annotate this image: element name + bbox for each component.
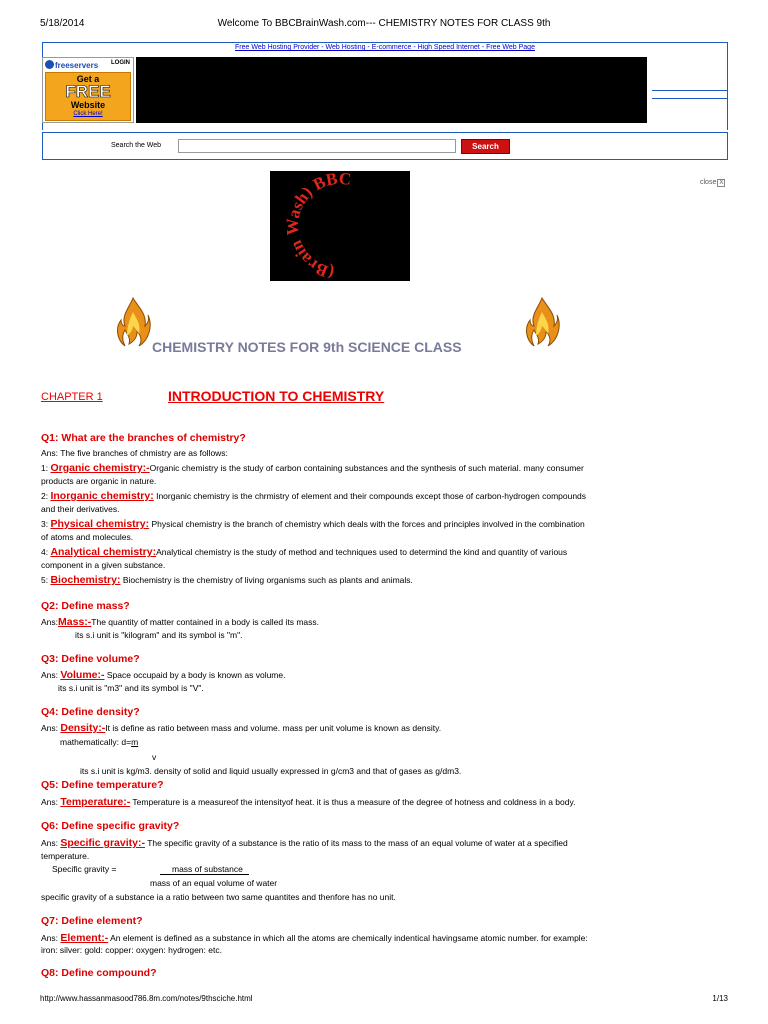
answer-text: Ans: Element:- An element is defined as a substance in which all the atoms are chemically indentical havingsame atomic number. for example:	[41, 932, 588, 944]
keyword: Density:-	[60, 722, 106, 734]
ad-banner[interactable]	[136, 57, 647, 123]
flame-icon	[524, 296, 560, 350]
question-heading: Q5: Define temperature?	[41, 779, 164, 791]
search-button[interactable]: Search	[461, 139, 510, 154]
close-button[interactable]	[700, 179, 725, 187]
chapter-title: INTRODUCTION TO CHEMISTRY	[168, 388, 385, 404]
keyword: Analytical chemistry:	[50, 546, 157, 558]
answer-text: Ans: Specific gravity:- The specific gravity of a substance is the ratio of its mass to the mass of an equal volume of water at a specified	[41, 837, 568, 849]
question-heading: Q1: What are the branches of chemistry?	[41, 432, 246, 444]
question-heading: Q6: Define specific gravity?	[41, 820, 180, 832]
ad-border	[727, 42, 728, 130]
branch-item: 5: Biochemistry: Biochemistry is the chemistry of living organisms such as plants and animals.	[41, 574, 413, 586]
answer-text: Ans: Volume:- Space occupaid by a body is known as volume.	[41, 669, 286, 681]
promo-click-link[interactable]: Click Here!	[73, 111, 103, 117]
keyword: Organic chemistry:-	[50, 462, 150, 474]
answer-text: its s.i unit is kg/m3. density of solid and liquid usually expressed in g/cm3 and that of gases as g/dm3.	[80, 766, 462, 776]
formula-denominator: v	[152, 752, 157, 762]
branch-item: 1: Organic chemistry:-Organic chemistry is the study of carbon containing substances and the synthesis of such material. many consumer	[41, 462, 584, 474]
answer-text: Ans: The five branches of chmistry are as follows:	[41, 448, 228, 458]
search-label: Search the Web	[111, 142, 162, 149]
answer-text: iron: silver: gold: copper: oxygen: hydrogen: etc.	[41, 945, 222, 955]
divider	[652, 98, 728, 99]
promo-website: Website	[70, 100, 106, 110]
answer-text: its s.i unit is "kilogram" and its symbol is "m".	[75, 630, 243, 640]
search-bar	[42, 132, 728, 160]
formula-numerator: mass of substance	[160, 864, 249, 875]
branch-item-cont: component in a given substance.	[41, 560, 166, 570]
ad-links[interactable]: Free Web Hosting Provider - Web Hosting - E-commerce - High Speed Internet - Free Web Page	[235, 44, 535, 51]
keyword: Element:-	[60, 932, 109, 944]
question-heading: Q8: Define compound?	[41, 967, 157, 979]
branch-item: 3: Physical chemistry: Physical chemistry is the branch of chemistry which deals with the forces and principles involved in the combination	[41, 518, 585, 530]
keyword: Physical chemistry:	[50, 518, 150, 530]
logo-text: (Brain Wash) BBC	[282, 171, 353, 281]
brainwash-logo-art	[270, 171, 410, 281]
promo-free: FREE	[65, 82, 111, 101]
branch-item-cont: products are organic in nature.	[41, 476, 157, 486]
keyword: Inorganic chemistry:	[50, 490, 154, 502]
close-icon[interactable]: X	[719, 180, 724, 186]
branch-item: 4: Analytical chemistry:Analytical chemistry is the study of method and techniques used to determind the kind and quantity of various	[41, 546, 568, 558]
page-number: 1/13	[712, 994, 728, 1003]
formula-denominator: mass of an equal volume of water	[150, 878, 278, 888]
chapter-label: CHAPTER 1	[41, 391, 103, 403]
question-heading: Q4: Define density?	[41, 706, 140, 718]
question-heading: Q7: Define element?	[41, 915, 143, 927]
keyword: Mass:-	[58, 616, 92, 628]
print-date: 5/18/2014	[40, 18, 85, 29]
svg-text:(Brain Wash) BBC	[283, 171, 352, 281]
free-website-promo[interactable]	[45, 72, 131, 121]
freeservers-logo: freeservers	[45, 60, 98, 70]
formula-label: Specific gravity =	[52, 864, 117, 874]
divider	[652, 90, 728, 91]
brainwash-logo	[270, 171, 410, 281]
answer-text: Ans:Mass:-The quantity of matter contained in a body is called its mass.	[41, 616, 320, 628]
search-input[interactable]	[178, 139, 456, 153]
keyword: Temperature:-	[60, 796, 131, 808]
branch-item: 2: Inorganic chemistry: Inorganic chemistry is the chrmistry of element and their compounds except those of carbon-hydrogen compounds	[41, 490, 587, 502]
page-title: CHEMISTRY NOTES FOR 9th SCIENCE CLASS	[152, 339, 462, 355]
branch-item-cont: of atoms and molecules.	[41, 532, 134, 542]
globe-icon	[45, 60, 54, 69]
question-heading: Q3: Define volume?	[41, 653, 140, 665]
keyword: Biochemistry:	[50, 574, 121, 586]
flame-icon	[115, 296, 151, 350]
answer-text: temperature.	[41, 851, 90, 861]
answer-text: Ans: Density:-It is define as ratio between mass and volume. mass per unit volume is known as density.	[41, 722, 442, 734]
page-url: http://www.hassanmasood786.8m.com/notes/9thsciche.html	[40, 994, 253, 1003]
ad-border	[42, 42, 728, 43]
answer-text: its s.i unit is "m3" and its symbol is "V".	[58, 683, 204, 693]
formula: mathematically: d=m	[60, 737, 139, 747]
close-label: close	[700, 179, 717, 186]
promo-get: Get a	[76, 74, 100, 84]
print-title: Welcome To BBCBrainWash.com--- CHEMISTRY NOTES FOR CLASS 9th	[217, 18, 551, 29]
question-heading: Q2: Define mass?	[41, 600, 130, 612]
branch-item-cont: and their derivatives.	[41, 504, 120, 514]
answer-text: specific gravity of a substance ia a ratio between two same quantites and thenfore has no unit.	[41, 892, 396, 902]
keyword: Volume:-	[60, 669, 105, 681]
login-link[interactable]: LOGIN	[111, 60, 130, 66]
freeservers-ad[interactable]	[42, 57, 134, 123]
answer-text: Ans: Temperature:- Temperature is a measureof the intensityof heat. it is thus a measure of the degree of hotness and coldness in a body.	[41, 796, 576, 808]
keyword: Specific gravity:-	[60, 837, 145, 849]
